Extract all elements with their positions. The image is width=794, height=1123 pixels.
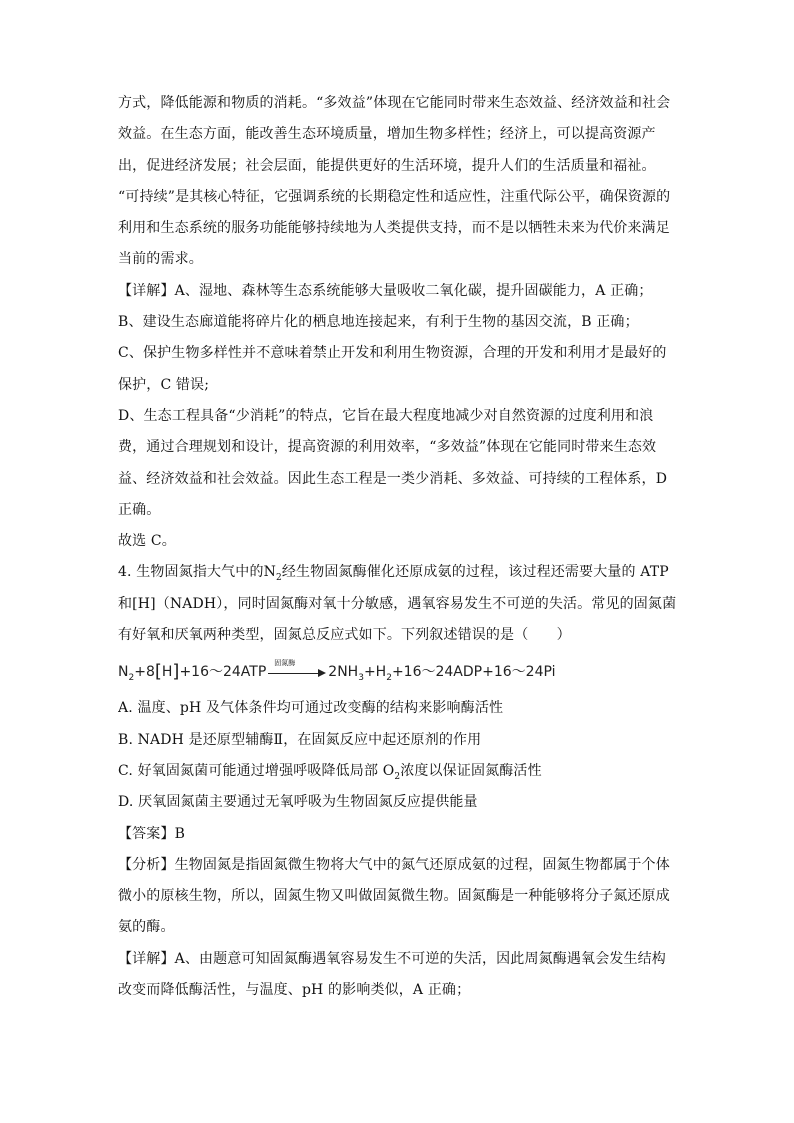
detail-line: D、生态工程具备“少消耗”的特点，它旨在最大程度地减少对自然资源的过度利用和浪: [118, 407, 654, 424]
text-line: 方式，降低能源和物质的消耗。“多效益”体现在它能同时带来生态效益、经济效益和社会: [118, 95, 671, 111]
conclusion-line: 故选 C。: [118, 533, 176, 550]
enzyme-label: 固氮酶: [274, 659, 296, 668]
q4-text: 4. 生物固氮指大气中的N: [118, 564, 277, 581]
detail-line: 【详解】A、湿地、森林等生态系统能够大量吸收二氧化碳，提升固碳能力，A 正确；: [118, 282, 653, 299]
q4-text: 经生物固氮酶催化还原成氨的过程，该过程还需要大量的 ATP: [281, 564, 669, 581]
analysis-line: 【分析】生物固氮是指固氮微生物将大气中的氮气还原成氨的过程，固氮生物都属于个体: [118, 856, 670, 873]
subscript: 2: [276, 573, 282, 584]
text-line: 利用和生态系统的服务功能能够持续地为人类提供支持，而不是以牺牲未来为代价来满足: [118, 220, 670, 237]
text-line: 当前的需求。: [118, 251, 203, 268]
option-d: D. 厌氧固氮菌主要通过无氧呼吸为生物固氮反应提供能量: [118, 794, 478, 811]
option-c-text: C. 好氧固氮菌可能通过增强呼吸降低局部 O: [118, 762, 395, 779]
eq-h: H: [161, 664, 173, 681]
subscript: 3: [358, 673, 364, 684]
detail-line: 【详解】A、由题意可知固氮酶遇氧容易发生不可逆的失活，因此周氮酶遇氧会发生结构: [118, 950, 666, 967]
eq-h2: +H: [363, 664, 387, 681]
analysis-line: 氨的酶。: [118, 919, 175, 936]
subscript: 2: [386, 673, 392, 684]
eq-atp: +16～24ATP: [179, 664, 267, 681]
detail-line: 正确。: [118, 501, 161, 518]
detail-line: C、保护生物多样性并不意味着禁止开发和利用生物资源，合理的开发和利用才是最好的: [118, 345, 667, 362]
reaction-arrow-icon: [268, 659, 326, 679]
eq-right-bracket: ]: [172, 661, 180, 683]
question-4-line-3: 有好氧和厌氧两种类型，固氮总反应式如下。下列叙述错误的是（ ）: [118, 627, 571, 644]
eq-n: N: [118, 664, 129, 681]
option-c: [118, 756, 678, 787]
question-4-line-2: 和[H]（NADH），同时固氮酶对氧十分敏感，遇氧容易发生不可逆的失活。常见的固氮菌: [118, 595, 677, 612]
subscript: 2: [128, 673, 135, 684]
detail-line: B、建设生态廊道能将碎片化的栖息地连接起来，有利于生物的基因交流，B 正确；: [118, 314, 639, 331]
detail-line: 保护，C 错误;: [118, 376, 210, 393]
eq-plus8: +8: [134, 664, 155, 681]
nitrogen-fixation-equation: [118, 653, 678, 691]
detail-line: 益、经济效益和社会效益。因此生态工程是一类少消耗、多效益、可持续的工程体系，D: [118, 470, 668, 487]
eq-nh: 2NH: [328, 664, 359, 681]
text-line: “可持续”是其核心特征，它强调系统的长期稳定性和适应性，注重代际公平，确保资源的: [118, 188, 671, 205]
text-line: 效益。在生态方面，能改善生态环境质量，增加生物多样性；经济上，可以提高资源产: [118, 126, 656, 143]
page-content: [118, 88, 678, 1006]
subscript: 2: [394, 771, 401, 782]
detail-line: 费，通过合理规划和设计，提高资源的利用效率，“多效益”体现在它能同时带来生态效: [118, 439, 657, 456]
option-c-text: 浓度以保证固氮酶活性: [400, 762, 542, 779]
eq-left-bracket: [: [154, 661, 162, 683]
text-line: 出，促进经济发展；社会层面，能提供更好的生活环境，提升人们的生活质量和福祉。: [118, 157, 656, 174]
eq-tail: +16～24ADP+16～24Pi: [391, 664, 556, 681]
analysis-line: 微小的原核生物，所以，固氮生物又叫做固氮微生物。固氮酶是一种能够将分子氮还原成: [118, 888, 670, 905]
question-4-line-1: [118, 557, 678, 588]
option-a: A. 温度、pH 及气体条件均可通过改变酶的结构来影响酶活性: [118, 700, 504, 717]
option-b: B. NADH 是还原型辅酶Ⅱ，在固氮反应中起还原剂的作用: [118, 731, 482, 748]
detail-line: 改变而降低酶活性，与温度、pH 的影响类似，A 正确；: [118, 982, 471, 999]
answer-line: 【答案】B: [118, 825, 186, 842]
